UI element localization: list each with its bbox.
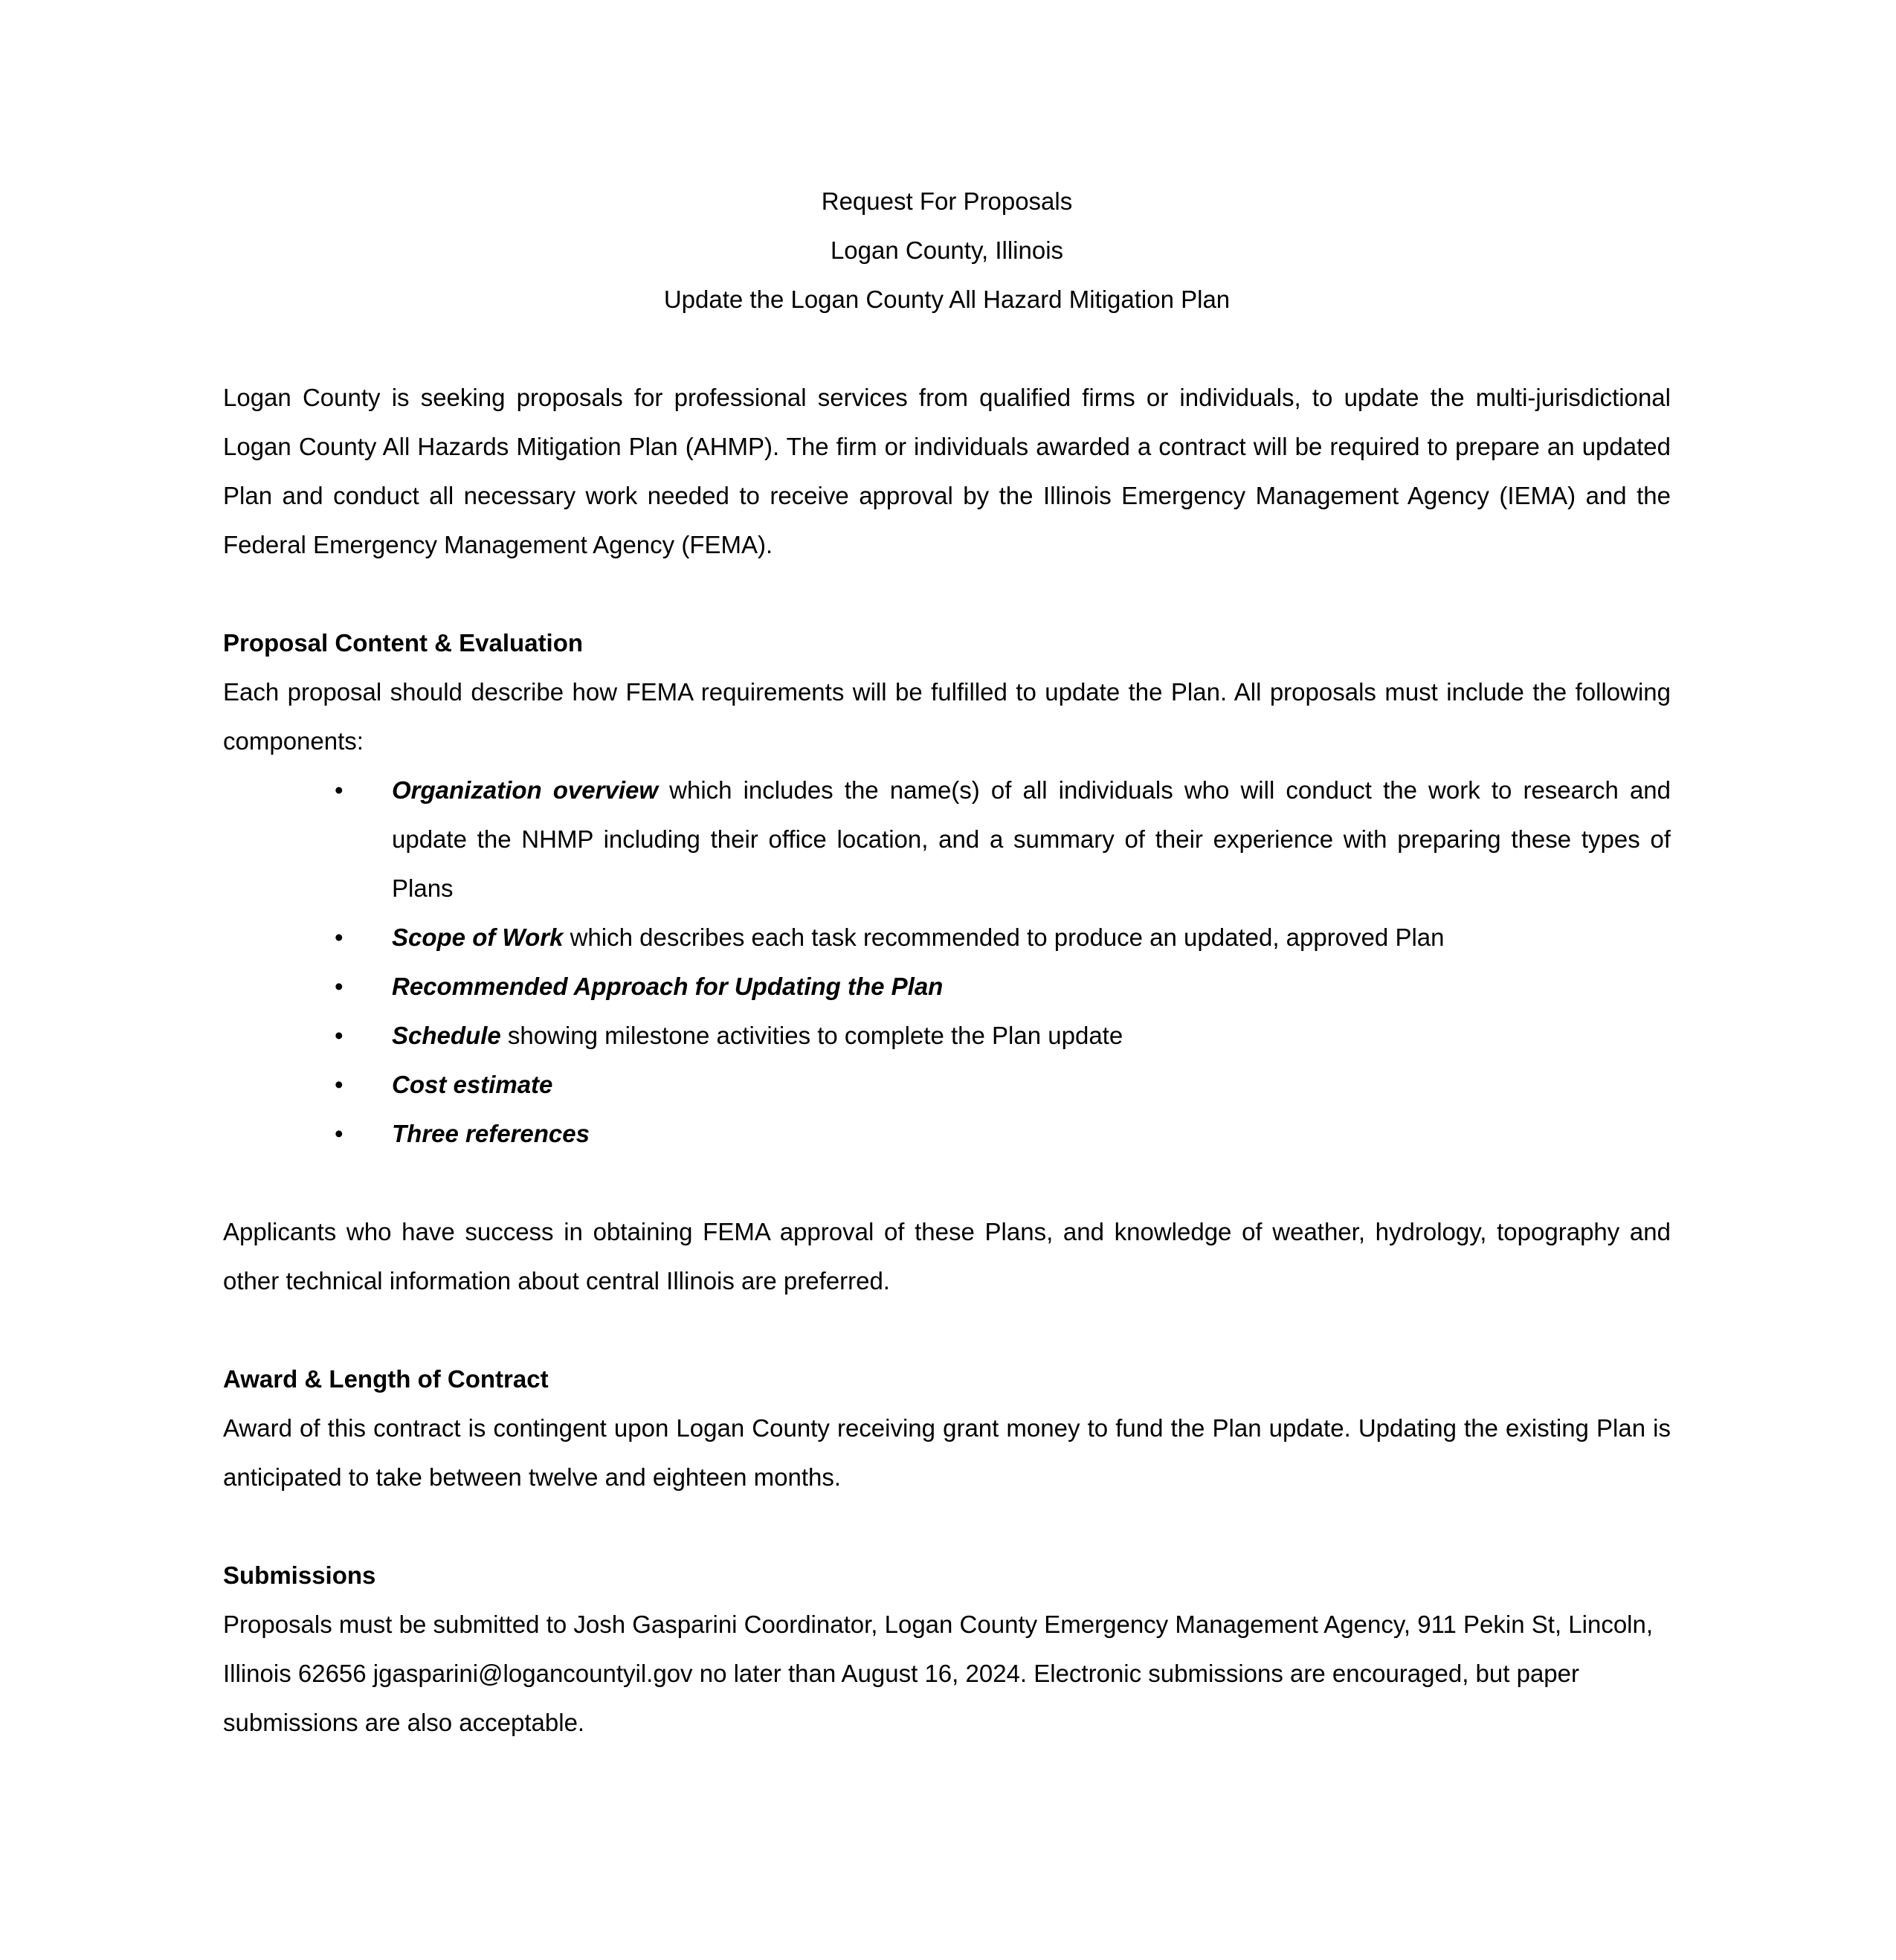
intro-paragraph: Logan County is seeking proposals for professional services from qualified firms or individuals, to update the multi-jurisdictional Logan County All Hazards Mitigation Plan (AHMP). The firm or individuals awarded a contract will be required to prepare an updated Plan and conduct all necessary work needed to receive approval by the Illinois Emergency Management Agency (IEMA) and the Federal Emergency Management Agency (FEMA). <box>223 384 1671 558</box>
section-heading-proposal-content: Proposal Content & Evaluation <box>223 629 584 657</box>
bullet-icon: • <box>335 923 344 951</box>
bullet-lead: Three references <box>392 1120 590 1147</box>
award-paragraph: Award of this contract is contingent upon Logan County receiving grant money to fund the Plan update. Updating the existing Plan is anticipated to take between twelve and eighteen months. <box>223 1414 1671 1491</box>
submissions-paragraph: Proposals must be submitted to Josh Gasparini Coordinator, Logan County Emergency Management Agency, 911 Pekin St, Lincoln, Illinois 62656 jgasparini@logancountyil.gov no later than August 16, 2024. Electronic submissions are encouraged, but paper submissions are also acceptable. <box>223 1611 1654 1736</box>
applicants-paragraph: Applicants who have success in obtaining FEMA approval of these Plans, and knowledge of weather, hydrology, topography and other technical information about central Illinois are preferred. <box>223 1218 1671 1295</box>
title-line-1: Request For Proposals <box>821 187 1073 215</box>
section-heading-submissions: Submissions <box>223 1561 376 1589</box>
list-item-three-references <box>223 1109 1671 1158</box>
bullet-lead: Schedule <box>392 1022 501 1049</box>
bullet-icon: • <box>335 1022 344 1049</box>
bullet-lead: Scope of Work <box>392 923 564 951</box>
bullet-icon: • <box>335 1120 344 1147</box>
bullet-rest: showing milestone activities to complete the Plan update <box>500 1022 1123 1049</box>
list-item-recommended-approach <box>223 962 1671 1011</box>
list-item-cost-estimate <box>223 1060 1671 1109</box>
bullet-icon: • <box>335 973 344 1000</box>
list-item-schedule <box>223 1011 1671 1060</box>
proposal-components-list <box>223 766 1671 1158</box>
list-item-scope-of-work <box>223 913 1671 962</box>
section-heading-award: Award & Length of Contract <box>223 1365 549 1393</box>
bullet-rest: which includes the name(s) of all individuals who will conduct the work to research and update the NHMP including their office location, and a summary of their experience with preparing these types of Plans <box>392 776 1671 902</box>
title-line-3: Update the Logan County All Hazard Mitigation Plan <box>663 286 1231 313</box>
bullet-rest: which describes each task recommended to produce an updated, approved Plan <box>563 923 1445 951</box>
proposal-intro-paragraph: Each proposal should describe how FEMA requirements will be fulfilled to update the Plan. All proposals must include the following components: <box>223 678 1671 755</box>
bullet-lead: Recommended Approach for Updating the Plan <box>392 973 944 1000</box>
bullet-icon: • <box>335 776 344 804</box>
list-item-organization-overview <box>223 766 1671 913</box>
bullet-icon: • <box>335 1071 344 1098</box>
bullet-lead: Organization overview <box>392 776 659 804</box>
bullet-lead: Cost estimate <box>392 1071 553 1098</box>
title-line-2: Logan County, Illinois <box>830 236 1064 264</box>
document-title-block <box>223 177 1671 324</box>
